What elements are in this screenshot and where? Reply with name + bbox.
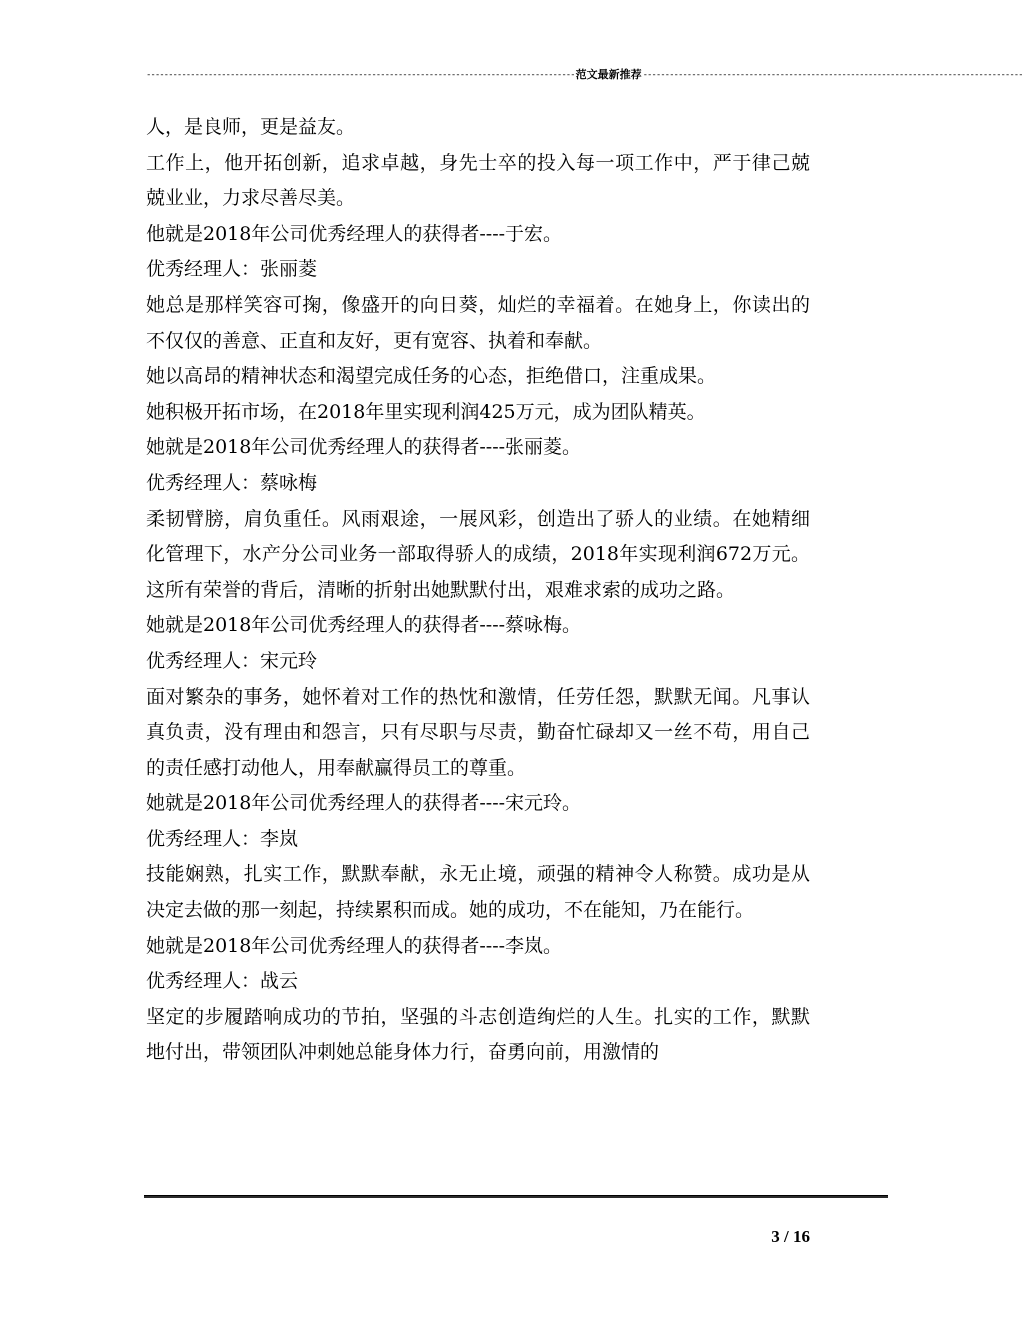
paragraph: 他就是2018年公司优秀经理人的获得者----于宏。 [146,222,563,245]
paragraph: 她以高昂的精神状态和渴望完成任务的心态，拒绝借口，注重成果。 [146,365,717,388]
section-heading: 优秀经理人：蔡咏梅 [146,471,318,494]
paragraph: 柔韧臂膀，肩负重任。风雨艰途，一展风彩，创造出了骄人的业绩。在她精细化管理下，水产分公司业务一部取得骄人的成绩，2018年实现利润672万元。这所有荣誉的背后，清晰的折射出她默默付出，艰难求索的成功之路。 [146,507,810,601]
paragraph: 人，是良师，更是益友。 [146,116,356,138]
paragraph: 技能娴熟，扎实工作，默默奉献，永无止境，顽强的精神令人称赞。成功是从决定去做的那一刻起，持续累积而成。她的成功，不在能知，乃在能行。 [146,863,810,922]
paragraph: 工作上，他开拓创新，追求卓越，身先士卒的投入每一项工作中，严于律己兢兢业业，力求尽善尽美。 [146,151,810,210]
header-dashes-left: ------------------------------------------------------------------------------------------------- [146,70,575,80]
section-heading: 优秀经理人：宋元玲 [146,649,318,672]
paragraph: 她就是2018年公司优秀经理人的获得者----张丽菱。 [146,436,582,459]
section-heading: 优秀经理人：张丽菱 [146,258,318,281]
paragraph: 她就是2018年公司优秀经理人的获得者----李岚。 [146,934,563,957]
paragraph: 她就是2018年公司优秀经理人的获得者----蔡咏梅。 [146,614,582,637]
paragraph: 面对繁杂的事务，她怀着对工作的热忱和激情，任劳任怨，默默无闻。凡事认真负责，没有理由和怨言，只有尽职与尽责，勤奋忙碌却又一丝不苟，用自己的责任感打动他人，用奉献赢得员工的尊重。 [146,685,810,779]
document-body [146,110,810,1071]
page-header [146,67,1023,83]
header-dashes-right: -------------------------------------------------------------------------------------- [642,70,1023,80]
footer-divider [144,1195,888,1198]
section-heading: 优秀经理人：李岚 [146,827,299,850]
paragraph: 她积极开拓市场，在2018年里实现利润425万元，成为团队精英。 [146,400,706,423]
header-title: 范文最新推荐 [575,68,642,81]
section-heading: 优秀经理人：战云 [146,970,299,993]
paragraph: 她总是那样笑容可掬，像盛开的向日葵，灿烂的幸福着。在她身上，你读出的不仅仅的善意、正直和友好，更有宽容、执着和奉献。 [146,293,810,352]
page-number: 3 / 16 [771,1227,810,1246]
paragraph: 她就是2018年公司优秀经理人的获得者----宋元玲。 [146,792,582,815]
paragraph: 坚定的步履踏响成功的节拍，坚强的斗志创造绚烂的人生。扎实的工作，默默地付出，带领团队冲刺她总能身体力行，奋勇向前，用激情的 [146,1005,810,1064]
